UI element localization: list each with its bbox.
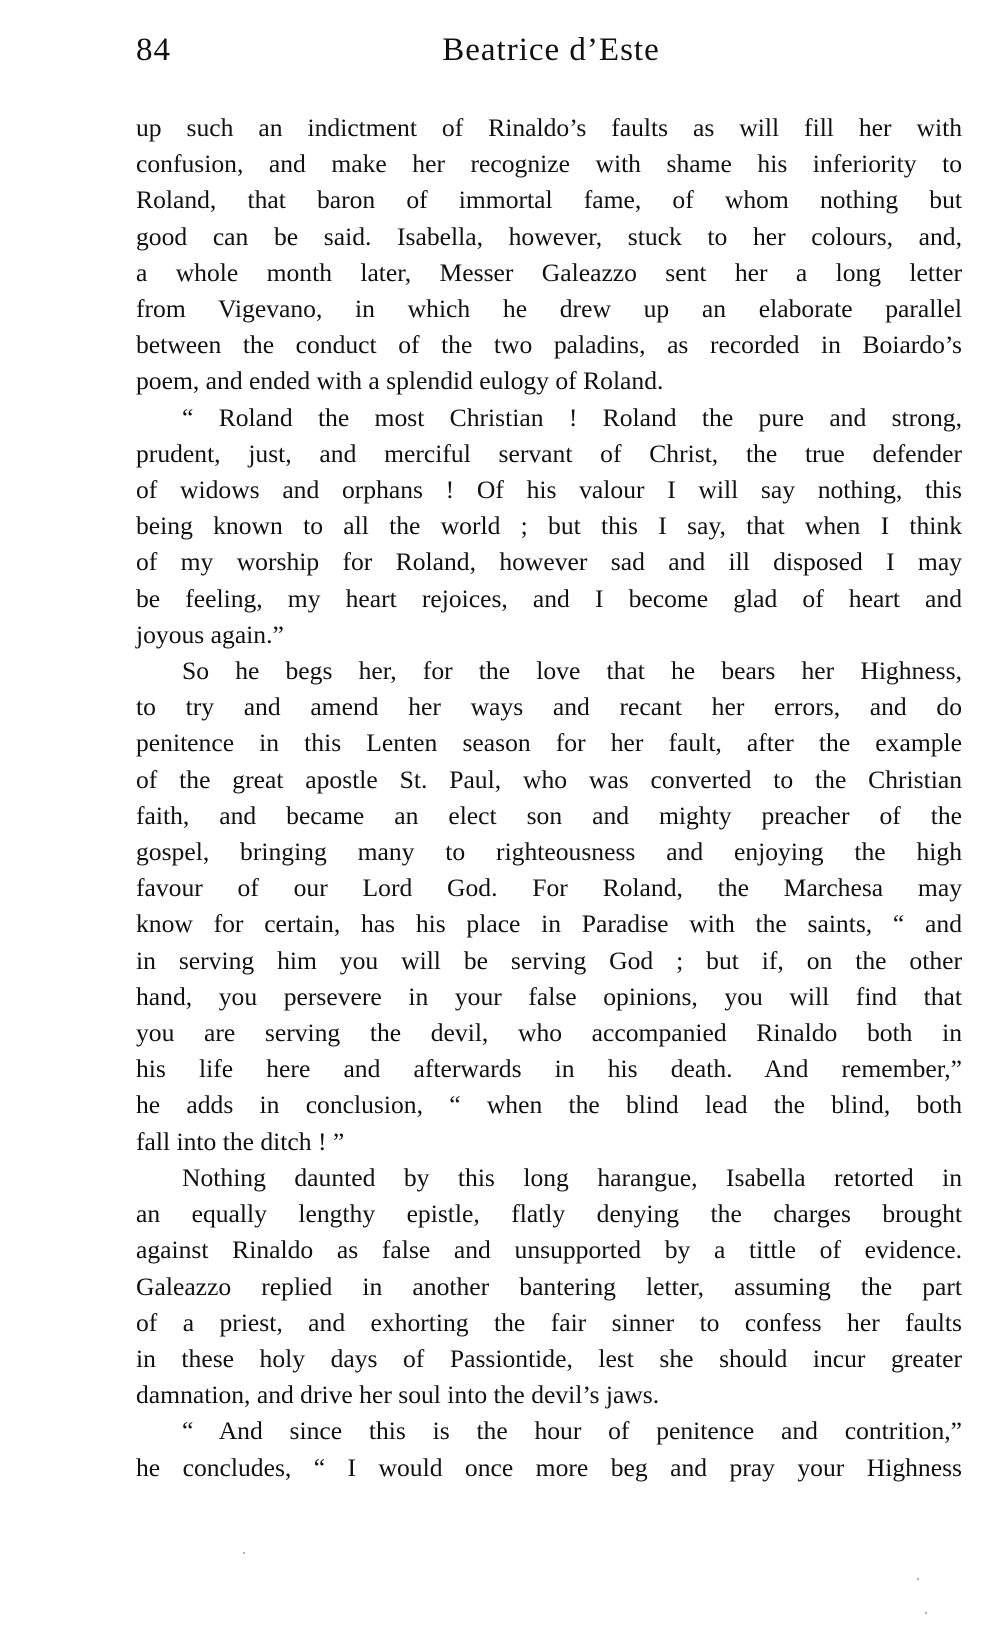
text-line: in serving him you will be serving God ; but if, on the other bbox=[136, 945, 962, 975]
text-line: an equally lengthy epistle, flatly denying the charges brought bbox=[136, 1199, 962, 1229]
scan-speck bbox=[925, 1612, 927, 1614]
text-line: from Vigevano, in which he drew up an elaborate parallel bbox=[136, 294, 962, 324]
text-line: of a priest, and exhorting the fair sinner to confess her faults bbox=[136, 1307, 962, 1337]
running-head bbox=[136, 32, 966, 80]
text-line: Galeazzo replied in another bantering letter, assuming the part bbox=[136, 1271, 962, 1301]
text-line: being known to all the world ; but this I say, that when I think bbox=[136, 511, 962, 541]
text-line: to try and amend her ways and recant her errors, and do bbox=[136, 692, 962, 722]
text-line: he adds in conclusion, “ when the blind lead the blind, both bbox=[136, 1090, 962, 1120]
text-line: “ Roland the most Christian ! Roland the pure and strong, bbox=[182, 402, 962, 432]
text-line: Roland, that baron of immortal fame, of whom nothing but bbox=[136, 185, 962, 215]
text-line: up such an indictment of Rinaldo’s faults as will fill her with bbox=[136, 113, 962, 142]
text-line: a whole month later, Messer Galeazzo sent her a long letter bbox=[136, 257, 962, 287]
text-line: in these holy days of Passiontide, lest she should incur greater bbox=[136, 1343, 962, 1373]
text-line: know for certain, has his place in Paradise with the saints, “ and bbox=[136, 909, 962, 939]
text-line: good can be said. Isabella, however, stuck to her colours, and, bbox=[136, 221, 962, 251]
text-line: poem, and ended with a splendid eulogy of Roland. bbox=[136, 366, 664, 396]
text-line: be feeling, my heart rejoices, and I become glad of heart and bbox=[136, 583, 962, 613]
text-line: between the conduct of the two paladins, as recorded in Boiardo’s bbox=[136, 330, 962, 360]
text-line: So he begs her, for the love that he bears her Highness, bbox=[182, 656, 962, 686]
text-line: damnation, and drive her soul into the devil’s jaws. bbox=[136, 1380, 660, 1410]
running-title: Beatrice d’Este bbox=[442, 32, 660, 68]
text-line: hand, you persevere in your false opinions, you will find that bbox=[136, 981, 962, 1011]
text-line: joyous again.” bbox=[136, 619, 284, 649]
text-line: he concludes, “ I would once more beg and pray your Highness bbox=[136, 1452, 962, 1482]
page-number: 84 bbox=[136, 32, 171, 68]
text-line: penitence in this Lenten season for her fault, after the example bbox=[136, 728, 962, 758]
text-line: you are serving the devil, who accompanied Rinaldo both in bbox=[136, 1018, 962, 1048]
text-line: against Rinaldo as false and unsupported by a tittle of evidence. bbox=[136, 1235, 962, 1265]
text-line: his life here and afterwards in his death. And remember,” bbox=[136, 1054, 962, 1084]
text-line: of my worship for Roland, however sad and ill disposed I may bbox=[136, 547, 962, 577]
text-line: faith, and became an elect son and mighty preacher of the bbox=[136, 800, 962, 830]
text-line: confusion, and make her recognize with shame his inferiority to bbox=[136, 149, 962, 179]
text-line: gospel, bringing many to righteousness and enjoying the high bbox=[136, 837, 962, 867]
text-line: of the great apostle St. Paul, who was converted to the Christian bbox=[136, 764, 962, 794]
text-line: Nothing daunted by this long harangue, Isabella retorted in bbox=[182, 1162, 962, 1192]
body-text bbox=[136, 110, 962, 1486]
text-line: prudent, just, and merciful servant of Christ, the true defender bbox=[136, 438, 962, 468]
text-line: favour of our Lord God. For Roland, the Marchesa may bbox=[136, 873, 962, 903]
text-line: “ And since this is the hour of penitence and contrition,” bbox=[182, 1416, 962, 1446]
scan-speck bbox=[243, 1552, 245, 1554]
scan-speck bbox=[917, 1578, 919, 1580]
text-line: fall into the ditch ! ” bbox=[136, 1126, 345, 1156]
text-line: of widows and orphans ! Of his valour I will say nothing, this bbox=[136, 475, 962, 505]
